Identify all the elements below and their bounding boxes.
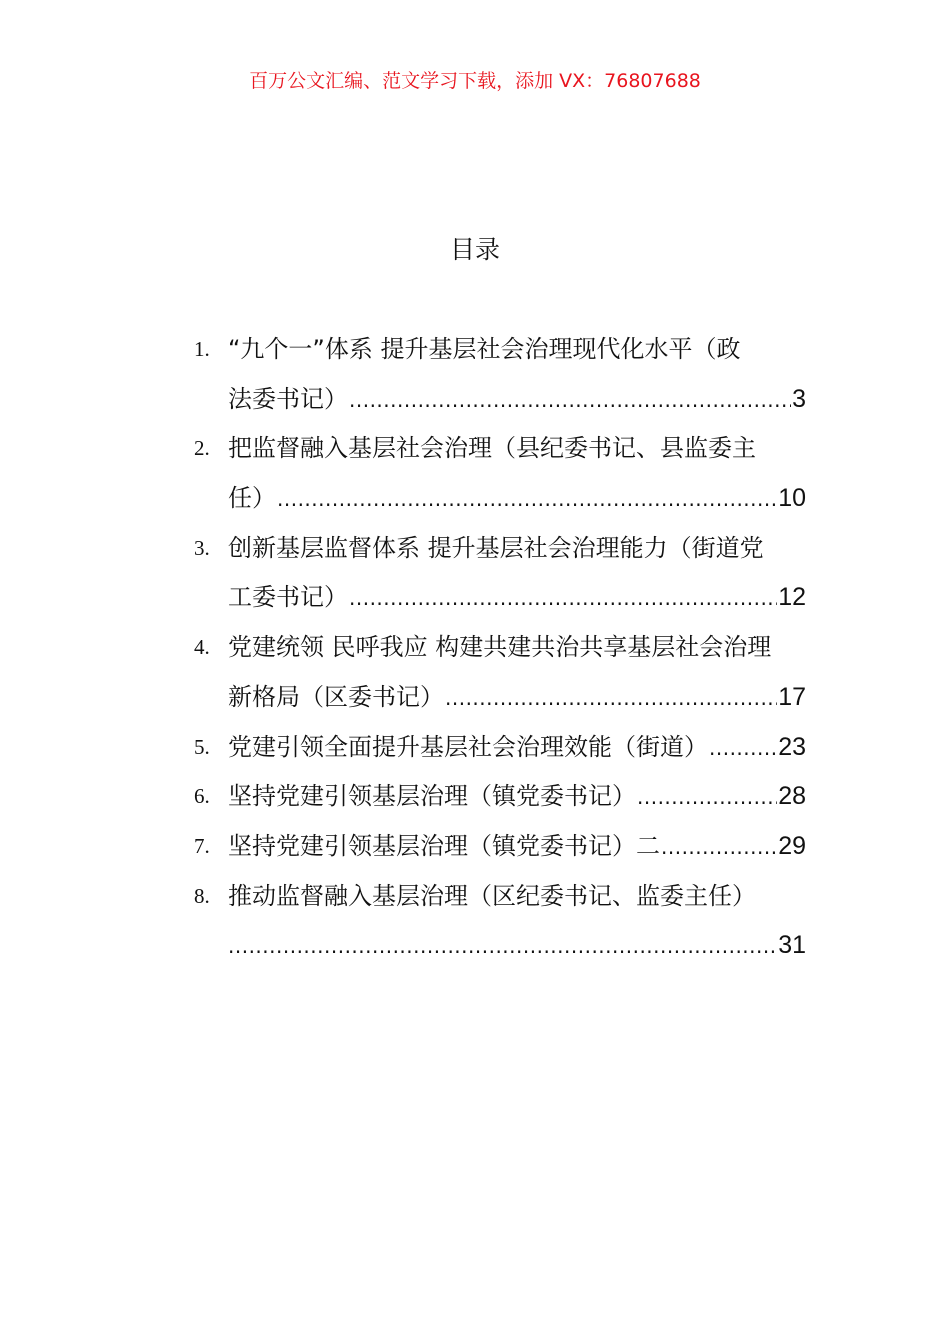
toc-entry-title-continued: 工委书记） [228, 583, 348, 612]
toc-entry-title: 把监督融入基层社会治理（县纪委书记、县监委主 [228, 434, 756, 463]
toc-entry-title-continued: 新格局（区委书记） [228, 682, 444, 711]
toc-page-number: 28 [778, 782, 806, 811]
toc-page-number: 31 [778, 931, 806, 960]
toc-entry-number: 4. [194, 635, 210, 660]
toc-entry-continuation-line [228, 474, 806, 524]
toc-entry-title-line [228, 723, 806, 773]
toc-entry-1[interactable] [190, 325, 806, 424]
toc-entry-continuation-line [228, 921, 806, 971]
toc-entry-number: 5. [194, 734, 210, 759]
toc-entry-number: 1. [194, 337, 210, 361]
toc-entry-number: 8. [194, 883, 210, 908]
toc-entry-continuation-line [228, 375, 806, 425]
toc-entry-number: 3. [194, 535, 210, 560]
dot-leader [445, 674, 777, 724]
toc-entry-title-line [228, 623, 806, 673]
toc-entry-title-continued: 任） [228, 484, 276, 513]
toc-entry-4[interactable] [190, 623, 806, 722]
toc-entry-title-line [228, 772, 806, 822]
toc-entry-title-continued: 法委书记） [228, 384, 348, 413]
toc-entry-title-line [228, 524, 806, 574]
toc-entry-continuation-line [228, 673, 806, 723]
toc-entry-title-line [228, 424, 806, 474]
toc-entry-7[interactable] [190, 822, 806, 872]
toc-page-number: 29 [778, 831, 806, 860]
toc-entry-title: 坚持党建引领基层治理（镇党委书记）二 [228, 831, 660, 860]
toc-entry-title: 党建统领 民呼我应 构建共建共治共享基层社会治理 [228, 633, 772, 662]
toc-entry-number: 6. [194, 784, 210, 809]
toc-entry-2[interactable] [190, 424, 806, 523]
dot-leader [277, 475, 777, 525]
table-of-contents [190, 325, 806, 971]
toc-entry-title-line [228, 872, 806, 922]
toc-entry-title-line [228, 325, 806, 375]
toc-entry-5[interactable] [190, 723, 806, 773]
toc-page-number: 17 [778, 682, 806, 711]
toc-entry-title-line [228, 822, 806, 872]
toc-entry-6[interactable] [190, 772, 806, 822]
page-title: 目录 [449, 235, 500, 264]
toc-entry-title: 坚持党建引领基层治理（镇党委书记） [228, 782, 636, 811]
toc-entry-number: 7. [194, 833, 210, 858]
dot-leader [228, 922, 777, 972]
toc-page-number: 10 [778, 484, 806, 513]
toc-entry-title: 推动监督融入基层治理（区纪委书记、监委主任） [228, 881, 756, 910]
toc-page-number: 3 [792, 384, 806, 413]
dot-leader [661, 823, 777, 873]
toc-entry-title: 党建引领全面提升基层社会治理效能（街道） [228, 732, 708, 761]
toc-entry-number: 2. [194, 436, 210, 461]
dot-leader [709, 724, 777, 774]
toc-entry-title: 创新基层监督体系 提升基层社会治理能力（街道党 [228, 533, 764, 562]
dot-leader [637, 773, 777, 823]
watermark-banner: 百万公文汇编、范文学习下载，添加 VX：76807688 [249, 70, 701, 92]
toc-page-number: 12 [778, 583, 806, 612]
toc-entry-title: “九个一”体系 提升基层社会治理现代化水平（政 [228, 335, 741, 363]
dot-leader [349, 376, 791, 426]
toc-entry-3[interactable] [190, 524, 806, 623]
dot-leader [349, 574, 777, 624]
toc-page-number: 23 [778, 732, 806, 761]
toc-entry-8[interactable] [190, 872, 806, 971]
toc-entry-continuation-line [228, 573, 806, 623]
